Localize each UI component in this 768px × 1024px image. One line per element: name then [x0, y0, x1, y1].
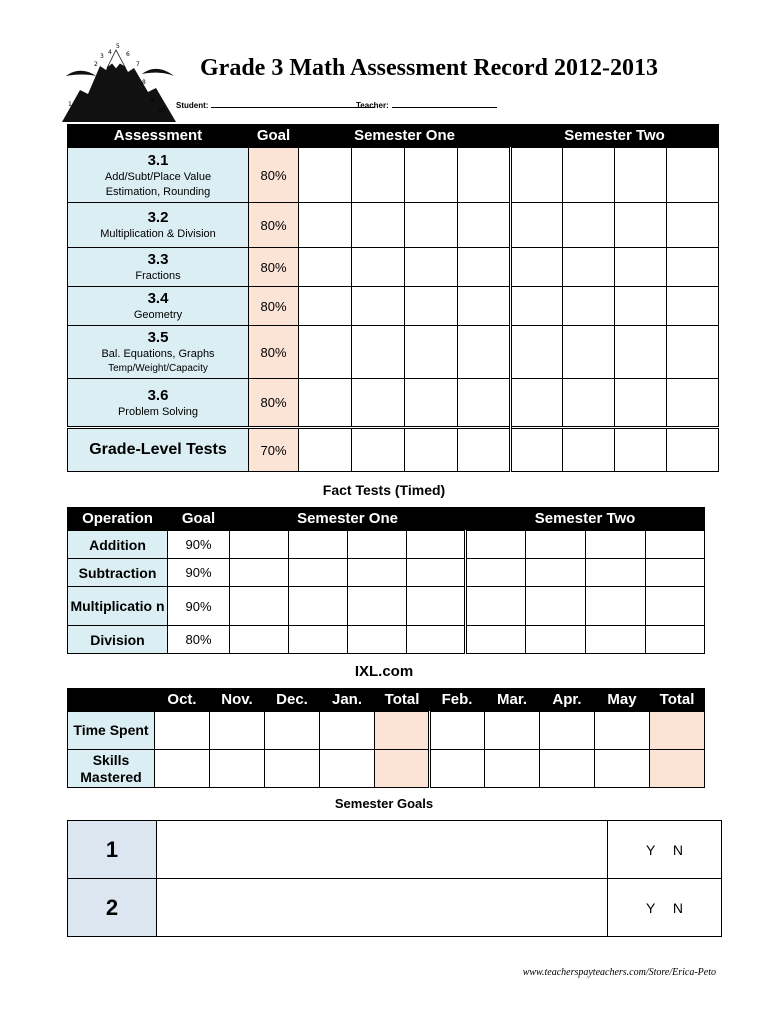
assessment-number: 3.2 — [147, 209, 169, 226]
blank-header — [68, 689, 155, 712]
score-cell[interactable] — [615, 148, 667, 203]
ixl-cell[interactable] — [265, 750, 320, 788]
table-row — [68, 248, 719, 287]
ixl-cell[interactable] — [320, 750, 375, 788]
logo-number: 7 — [136, 61, 140, 68]
score-cell[interactable] — [299, 428, 352, 472]
score-cell[interactable] — [511, 203, 563, 248]
assessment-number: 3.6 — [147, 386, 169, 404]
assessment-label — [68, 287, 249, 326]
score-cell[interactable] — [352, 148, 405, 203]
yes-no-cell[interactable]: Y N — [608, 879, 722, 937]
score-cell[interactable] — [458, 326, 511, 379]
score-cell[interactable] — [563, 326, 615, 379]
table-row — [68, 626, 705, 654]
fact-tests-title: Fact Tests (Timed) — [322, 482, 446, 498]
score-cell[interactable] — [615, 326, 667, 379]
goal-cell: 90% — [168, 587, 230, 626]
ixl-total-cell[interactable] — [650, 712, 705, 750]
month-header: Jan. — [320, 689, 375, 712]
table-row — [68, 821, 722, 879]
operation-label: Division — [68, 626, 168, 654]
score-cell[interactable] — [299, 287, 352, 326]
assessment-desc: Bal. Equations, Graphs — [101, 348, 215, 360]
goal-header: Goal — [249, 125, 299, 148]
ixl-cell[interactable] — [265, 712, 320, 750]
score-cell[interactable] — [526, 587, 586, 626]
score-cell[interactable] — [407, 559, 466, 587]
logo-number: 4 — [108, 49, 112, 56]
logo-number: 8 — [142, 79, 146, 86]
goal-cell: 90% — [168, 531, 230, 559]
table-row — [68, 287, 719, 326]
table-row — [68, 531, 705, 559]
score-cell[interactable] — [667, 428, 719, 472]
score-cell[interactable] — [289, 626, 348, 654]
ixl-title: IXL.com — [354, 663, 414, 680]
score-cell[interactable] — [646, 626, 705, 654]
goal-cell: 80% — [249, 148, 299, 203]
ixl-cell[interactable] — [595, 750, 650, 788]
score-cell[interactable] — [405, 428, 458, 472]
assessment-desc: Problem Solving — [117, 405, 199, 418]
score-cell[interactable] — [586, 559, 646, 587]
score-cell[interactable] — [299, 148, 352, 203]
assessment-desc: Fractions — [135, 270, 181, 282]
score-cell[interactable] — [466, 559, 526, 587]
score-cell[interactable] — [586, 587, 646, 626]
assessment-desc: Temp/Weight/Capacity — [108, 363, 208, 374]
logo-number: 10 — [158, 107, 166, 114]
score-cell[interactable] — [646, 531, 705, 559]
yes-no-cell[interactable]: Y N — [608, 821, 722, 879]
semester-two-header: Semester Two — [466, 508, 705, 531]
score-cell[interactable] — [615, 203, 667, 248]
table-row — [68, 750, 705, 788]
score-cell[interactable] — [352, 428, 405, 472]
score-cell[interactable] — [563, 148, 615, 203]
score-cell[interactable] — [586, 626, 646, 654]
score-cell[interactable] — [230, 626, 289, 654]
score-cell[interactable] — [667, 148, 719, 203]
score-cell[interactable] — [230, 531, 289, 559]
score-cell[interactable] — [405, 379, 458, 428]
table-row — [68, 379, 719, 428]
score-cell[interactable] — [667, 379, 719, 428]
table-row — [68, 712, 705, 750]
score-cell[interactable] — [299, 326, 352, 379]
score-cell[interactable] — [230, 587, 289, 626]
ixl-total-cell[interactable] — [650, 750, 705, 788]
semester-goals-table — [67, 820, 722, 937]
table-row — [68, 587, 705, 626]
score-cell[interactable] — [352, 379, 405, 428]
assessment-desc: Multiplication & Division — [100, 228, 216, 240]
logo-number: 2 — [94, 61, 98, 68]
score-cell[interactable] — [526, 626, 586, 654]
teacher-line[interactable] — [356, 99, 497, 112]
assessment-label — [68, 248, 249, 287]
ixl-row-label: Time Spent — [68, 712, 155, 750]
ixl-cell[interactable] — [155, 750, 210, 788]
goal-text-cell[interactable] — [157, 821, 608, 879]
assessment-table — [67, 124, 719, 472]
semester-one-header: Semester One — [230, 508, 466, 531]
assessment-desc: Estimation, Rounding — [105, 185, 211, 198]
assessment-label — [68, 203, 249, 248]
score-cell[interactable] — [466, 626, 526, 654]
goal-cell: 80% — [168, 626, 230, 654]
logo-number: 9 — [150, 97, 154, 104]
month-header: Dec. — [265, 689, 320, 712]
score-cell[interactable] — [667, 287, 719, 326]
assessment-number: 3.4 — [147, 290, 169, 307]
logo-number: 3 — [100, 53, 104, 60]
score-cell[interactable] — [667, 248, 719, 287]
goal-cell: 80% — [249, 326, 299, 379]
total-header: Total — [375, 689, 430, 712]
goal-number: 2 — [68, 879, 157, 937]
score-cell[interactable] — [352, 203, 405, 248]
operation-label: Multiplicatio n — [68, 587, 168, 626]
assessment-label — [68, 148, 249, 203]
logo-number: 6 — [126, 51, 130, 58]
ixl-cell[interactable] — [155, 712, 210, 750]
ixl-row-label: Skills Mastered — [68, 750, 155, 788]
score-cell[interactable] — [458, 203, 511, 248]
logo-number: 5 — [116, 43, 120, 50]
ixl-cell[interactable] — [540, 712, 595, 750]
table-row — [68, 879, 722, 937]
grade-level-label: Grade-Level Tests — [68, 428, 249, 472]
logo-number: 1 — [68, 101, 72, 108]
assessment-header: Assessment — [68, 125, 249, 148]
score-cell[interactable] — [466, 531, 526, 559]
footer-url[interactable]: www.teacherspayteachers.com/Store/Erica-Peto — [522, 967, 716, 978]
score-cell[interactable] — [458, 287, 511, 326]
goal-cell: 80% — [249, 203, 299, 248]
month-header: Mar. — [485, 689, 540, 712]
ixl-cell[interactable] — [595, 712, 650, 750]
assessment-number: 3.3 — [147, 251, 169, 268]
operation-header: Operation — [68, 508, 168, 531]
assessment-label — [68, 379, 249, 428]
ixl-cell[interactable] — [540, 750, 595, 788]
score-cell[interactable] — [348, 531, 407, 559]
score-cell[interactable] — [526, 559, 586, 587]
month-header: Feb. — [430, 689, 485, 712]
assessment-label — [68, 326, 249, 379]
fact-tests-table — [67, 507, 705, 654]
score-cell[interactable] — [299, 203, 352, 248]
score-cell[interactable] — [299, 379, 352, 428]
score-cell[interactable] — [289, 587, 348, 626]
goal-number: 1 — [68, 821, 157, 879]
score-cell[interactable] — [667, 203, 719, 248]
score-cell[interactable] — [458, 148, 511, 203]
score-cell[interactable] — [230, 559, 289, 587]
goal-cell: 70% — [249, 428, 299, 472]
teacher-label: Teacher: — [356, 101, 389, 110]
score-cell[interactable] — [348, 626, 407, 654]
page-title: Grade 3 Math Assessment Record 2012-2013 — [200, 55, 658, 81]
score-cell[interactable] — [405, 203, 458, 248]
score-cell[interactable] — [405, 148, 458, 203]
score-cell[interactable] — [586, 531, 646, 559]
operation-label: Subtraction — [68, 559, 168, 587]
score-cell[interactable] — [646, 559, 705, 587]
ixl-cell[interactable] — [430, 750, 485, 788]
score-cell[interactable] — [646, 587, 705, 626]
student-line[interactable] — [176, 99, 375, 112]
table-row — [68, 148, 719, 203]
score-cell[interactable] — [563, 379, 615, 428]
ixl-cell[interactable] — [430, 712, 485, 750]
assessment-number: 3.1 — [147, 151, 169, 169]
goal-text-cell[interactable] — [157, 879, 608, 937]
ixl-total-cell[interactable] — [375, 712, 430, 750]
score-cell[interactable] — [289, 531, 348, 559]
total-header: Total — [650, 689, 705, 712]
score-cell[interactable] — [563, 203, 615, 248]
ixl-total-cell[interactable] — [375, 750, 430, 788]
score-cell[interactable] — [563, 248, 615, 287]
score-cell[interactable] — [352, 287, 405, 326]
score-cell[interactable] — [511, 287, 563, 326]
score-cell[interactable] — [348, 559, 407, 587]
score-cell[interactable] — [667, 326, 719, 379]
score-cell[interactable] — [289, 559, 348, 587]
month-header: Apr. — [540, 689, 595, 712]
ixl-cell[interactable] — [485, 750, 540, 788]
score-cell[interactable] — [407, 626, 466, 654]
score-cell[interactable] — [458, 248, 511, 287]
score-cell[interactable] — [563, 428, 615, 472]
ixl-cell[interactable] — [210, 712, 265, 750]
score-cell[interactable] — [615, 379, 667, 428]
ixl-cell[interactable] — [320, 712, 375, 750]
assessment-number: 3.5 — [147, 329, 169, 346]
score-cell[interactable] — [458, 379, 511, 428]
goal-header: Goal — [168, 508, 230, 531]
mountain-logo — [58, 42, 180, 122]
score-cell[interactable] — [352, 248, 405, 287]
goal-cell: 80% — [249, 379, 299, 428]
score-cell[interactable] — [615, 248, 667, 287]
assessment-desc: Add/Subt/Place Value — [104, 170, 212, 183]
table-row — [68, 203, 719, 248]
assessment-desc: Geometry — [133, 309, 183, 321]
month-header: Oct. — [155, 689, 210, 712]
ixl-cell[interactable] — [485, 712, 540, 750]
grade-level-row — [68, 428, 719, 472]
table-row — [68, 326, 719, 379]
goal-cell: 90% — [168, 559, 230, 587]
semester-one-header: Semester One — [299, 125, 511, 148]
score-cell[interactable] — [615, 287, 667, 326]
semester-two-header: Semester Two — [511, 125, 719, 148]
month-header: May — [595, 689, 650, 712]
score-cell[interactable] — [352, 326, 405, 379]
score-cell[interactable] — [511, 148, 563, 203]
operation-label: Addition — [68, 531, 168, 559]
score-cell[interactable] — [511, 248, 563, 287]
score-cell[interactable] — [458, 428, 511, 472]
score-cell[interactable] — [466, 587, 526, 626]
goal-cell: 80% — [249, 248, 299, 287]
score-cell[interactable] — [511, 326, 563, 379]
score-cell[interactable] — [405, 248, 458, 287]
month-header: Nov. — [210, 689, 265, 712]
score-cell[interactable] — [526, 531, 586, 559]
goal-cell: 80% — [249, 287, 299, 326]
score-cell[interactable] — [405, 287, 458, 326]
student-label: Student: — [176, 101, 209, 110]
semester-goals-title: Semester Goals — [334, 796, 434, 811]
score-cell[interactable] — [407, 587, 466, 626]
ixl-cell[interactable] — [210, 750, 265, 788]
score-cell[interactable] — [348, 587, 407, 626]
score-cell[interactable] — [511, 428, 563, 472]
score-cell[interactable] — [405, 326, 458, 379]
score-cell[interactable] — [511, 379, 563, 428]
score-cell[interactable] — [299, 248, 352, 287]
table-row — [68, 559, 705, 587]
ixl-table — [67, 688, 705, 788]
score-cell[interactable] — [563, 287, 615, 326]
score-cell[interactable] — [615, 428, 667, 472]
score-cell[interactable] — [407, 531, 466, 559]
